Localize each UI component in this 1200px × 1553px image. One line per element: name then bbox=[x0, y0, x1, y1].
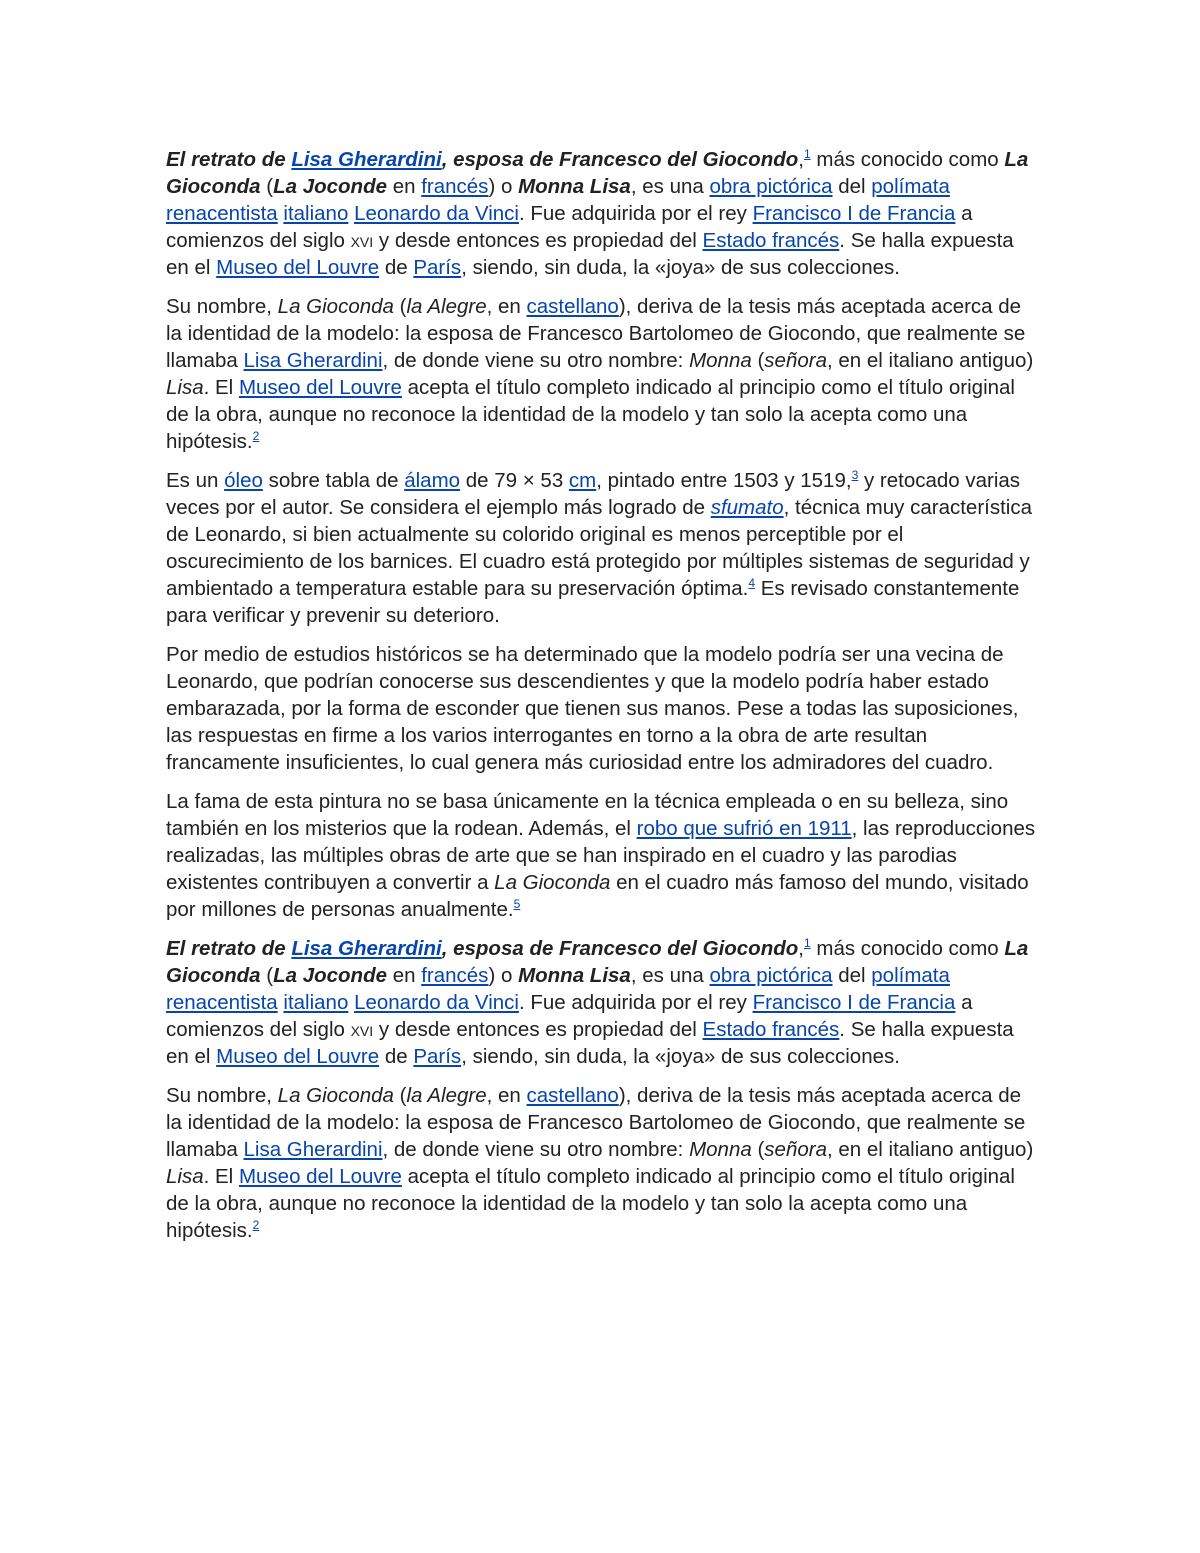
text-run: , siendo, sin duda, la «joya» de sus colecciones. bbox=[461, 1045, 900, 1068]
article-link[interactable]: Museo del Louvre bbox=[216, 256, 380, 279]
article-link[interactable]: óleo bbox=[224, 469, 263, 492]
text-run: xvi bbox=[350, 1018, 374, 1041]
article-link[interactable]: italiano bbox=[283, 202, 349, 225]
article-link[interactable]: francés bbox=[421, 964, 489, 987]
text-run: la Alegre bbox=[406, 1084, 487, 1107]
footnote-link[interactable]: 1 bbox=[803, 936, 811, 951]
paragraph bbox=[166, 1082, 1036, 1244]
paragraph bbox=[166, 788, 1036, 923]
text-run: Es un bbox=[166, 469, 225, 492]
text-run: La Gioconda bbox=[277, 1084, 394, 1107]
article-link[interactable]: París bbox=[413, 1045, 462, 1068]
document-page bbox=[166, 146, 1036, 1256]
text-run: , en el italiano antiguo) bbox=[826, 349, 1034, 372]
text-run: , es una bbox=[630, 964, 710, 987]
article-link[interactable]: obra pictórica bbox=[709, 964, 833, 987]
text-run: Su nombre, bbox=[166, 295, 278, 318]
footnote-ref[interactable] bbox=[253, 1218, 260, 1232]
text-run: y desde entonces es propiedad del bbox=[373, 229, 703, 252]
paragraph bbox=[166, 467, 1036, 629]
text-run: , técnica muy característica de Leonardo, si bien actualmente su colorido original es menos perceptible por el oscurecimiento de los barnices. El cuadro está protegido por múltiples sistemas de seguridad y ambientado a temperatura estable para su preservación óptima. bbox=[166, 496, 1032, 600]
footnote-ref[interactable] bbox=[514, 897, 521, 911]
text-run: ( bbox=[751, 1138, 765, 1161]
text-run: en bbox=[387, 964, 422, 987]
article-link[interactable]: Lisa Gherardini bbox=[243, 1138, 383, 1161]
text-run: , pintado entre 1503 y 1519, bbox=[596, 469, 852, 492]
article-link[interactable]: Lisa Gherardini bbox=[243, 349, 383, 372]
text-run: La Gioconda bbox=[166, 937, 1029, 987]
paragraph bbox=[166, 146, 1036, 281]
footnote-link[interactable]: 2 bbox=[252, 1218, 260, 1233]
footnote-link[interactable]: 5 bbox=[513, 897, 521, 912]
paragraph bbox=[166, 935, 1036, 1070]
footnote-link[interactable]: 1 bbox=[803, 147, 811, 162]
text-run: ( bbox=[393, 295, 407, 318]
text-run: La fama de esta pintura no se basa únicamente en la técnica empleada o en su belleza, sino también en los misterios que la rodean. Además, el bbox=[166, 790, 1009, 840]
text-run: , de donde viene su otro nombre: bbox=[382, 1138, 690, 1161]
text-run: xvi bbox=[350, 229, 374, 252]
article-link[interactable]: Leonardo da Vinci bbox=[354, 202, 519, 225]
text-run: , en bbox=[486, 1084, 527, 1107]
paragraph bbox=[166, 641, 1036, 776]
text-run: señora bbox=[764, 349, 827, 372]
text-run: ( bbox=[260, 964, 274, 987]
text-run: La Joconde bbox=[273, 175, 387, 198]
text-run: Monna bbox=[689, 349, 752, 372]
text-run: , esposa de Francesco del Giocondo bbox=[441, 148, 799, 171]
paragraph bbox=[166, 293, 1036, 455]
text-run: La Gioconda bbox=[494, 871, 611, 894]
text-run: ), deriva de la tesis más aceptada acerca de la identidad de la modelo: la esposa de Francesco Bartolomeo de Giocondo, que realmente se llamaba bbox=[166, 1084, 1026, 1161]
article-link[interactable]: Lisa Gherardini bbox=[291, 937, 442, 960]
footnote-ref[interactable] bbox=[253, 429, 260, 443]
article-link[interactable]: Estado francés bbox=[702, 1018, 840, 1041]
article-link[interactable]: polímata bbox=[871, 964, 950, 987]
text-run: , siendo, sin duda, la «joya» de sus colecciones. bbox=[461, 256, 900, 279]
text-run: ( bbox=[393, 1084, 407, 1107]
text-run: ( bbox=[260, 175, 274, 198]
footnote-link[interactable]: 3 bbox=[851, 468, 859, 483]
text-run: en bbox=[387, 175, 422, 198]
text-run: , de donde viene su otro nombre: bbox=[382, 349, 690, 372]
text-run: más conocido como bbox=[810, 148, 1005, 171]
article-link[interactable]: obra pictórica bbox=[709, 175, 833, 198]
article-link[interactable]: polímata bbox=[871, 175, 950, 198]
text-run: , bbox=[798, 148, 804, 171]
text-run: La Joconde bbox=[273, 964, 387, 987]
text-run: acepta el título completo indicado al principio como el título original de la obra, aunque no reconoce la identidad de la modelo y tan solo la acepta como una hipótesis. bbox=[166, 376, 1015, 453]
text-run: a comienzos del siglo bbox=[166, 991, 973, 1041]
text-run: señora bbox=[764, 1138, 827, 1161]
text-run: de bbox=[379, 1045, 414, 1068]
article-link[interactable]: Museo del Louvre bbox=[238, 1165, 402, 1188]
text-run: Lisa bbox=[166, 1165, 204, 1188]
text-run: El retrato de bbox=[166, 148, 292, 171]
text-run: , en bbox=[486, 295, 527, 318]
article-link[interactable]: álamo bbox=[404, 469, 461, 492]
text-run: del bbox=[832, 175, 872, 198]
text-run: sobre tabla de bbox=[262, 469, 405, 492]
text-run: Lisa bbox=[166, 376, 204, 399]
text-run: a comienzos del siglo bbox=[166, 202, 973, 252]
text-run: Por medio de estudios históricos se ha determinado que la modelo podría ser una vecina de Leonardo, que podrían conocerse sus descendientes y que la modelo podría haber estado embarazada, por la forma de esconder que tienen sus manos. Pese a todas las suposiciones, las respuestas en firme a los varios interrogantes en torno a la obra de arte resultan francamente insuficientes, lo cual genera más curiosidad entre los admiradores del cuadro. bbox=[166, 643, 1019, 774]
text-run: , las reproducciones realizadas, las múltiples obras de arte que se han inspirado en el cuadro y las parodias existentes contribuyen a convertir a bbox=[166, 817, 1036, 894]
text-run: del bbox=[832, 964, 872, 987]
text-run: . Se halla expuesta en el bbox=[166, 1018, 1014, 1068]
text-run: y retocado varias veces por el autor. Se considera el ejemplo más logrado de bbox=[166, 469, 1021, 519]
text-run: Monna Lisa bbox=[518, 964, 631, 987]
footnote-ref[interactable] bbox=[804, 147, 811, 161]
article-link[interactable]: París bbox=[413, 256, 462, 279]
article-link[interactable]: Lisa Gherardini bbox=[291, 148, 442, 171]
text-run: . El bbox=[203, 1165, 239, 1188]
text-run: La Gioconda bbox=[277, 295, 394, 318]
text-run: más conocido como bbox=[810, 937, 1005, 960]
text-run: ) o bbox=[488, 964, 519, 987]
text-run: . El bbox=[203, 376, 239, 399]
text-run: , en el italiano antiguo) bbox=[826, 1138, 1034, 1161]
text-run: ( bbox=[751, 349, 765, 372]
footnote-ref[interactable] bbox=[804, 936, 811, 950]
text-run: ), deriva de la tesis más aceptada acerca de la identidad de la modelo: la esposa de Francesco Bartolomeo de Giocondo, que realmente se llamaba bbox=[166, 295, 1026, 372]
footnote-link[interactable]: 4 bbox=[748, 576, 755, 591]
text-run: de 79 × 53 bbox=[460, 469, 569, 492]
article-link[interactable]: italiano bbox=[283, 991, 349, 1014]
footnote-ref[interactable] bbox=[748, 576, 755, 590]
text-run: . Fue adquirida por el rey bbox=[518, 991, 753, 1014]
article-link[interactable]: renacentista bbox=[166, 991, 278, 1014]
article-link[interactable]: Estado francés bbox=[702, 229, 840, 252]
text-run: , es una bbox=[630, 175, 710, 198]
text-run: Monna Lisa bbox=[518, 175, 631, 198]
article-link[interactable]: Francisco I de Francia bbox=[752, 991, 956, 1014]
article-link[interactable]: castellano bbox=[526, 1084, 619, 1107]
text-run: , bbox=[798, 937, 804, 960]
text-run: Su nombre, bbox=[166, 1084, 278, 1107]
article-link[interactable]: Francisco I de Francia bbox=[752, 202, 956, 225]
text-run: en el cuadro más famoso del mundo, visitado por millones de personas anualmente. bbox=[166, 871, 1029, 921]
text-run: , esposa de Francesco del Giocondo bbox=[441, 937, 799, 960]
article-link[interactable]: sfumato bbox=[710, 496, 784, 519]
article-link[interactable]: Leonardo da Vinci bbox=[354, 991, 519, 1014]
text-run: acepta el título completo indicado al principio como el título original de la obra, aunque no reconoce la identidad de la modelo y tan solo la acepta como una hipótesis. bbox=[166, 1165, 1015, 1242]
text-run: la Alegre bbox=[406, 295, 487, 318]
text-run: La Gioconda bbox=[166, 148, 1029, 198]
article-link[interactable]: Museo del Louvre bbox=[216, 1045, 380, 1068]
article-link[interactable]: francés bbox=[421, 175, 489, 198]
text-run: Monna bbox=[689, 1138, 752, 1161]
text-run: de bbox=[379, 256, 414, 279]
text-run: . Se halla expuesta en el bbox=[166, 229, 1014, 279]
text-run: . Fue adquirida por el rey bbox=[518, 202, 753, 225]
article-link[interactable]: cm bbox=[568, 469, 597, 492]
text-run: ) o bbox=[488, 175, 519, 198]
article-link[interactable]: renacentista bbox=[166, 202, 278, 225]
footnote-link[interactable]: 2 bbox=[252, 429, 260, 444]
text-run: El retrato de bbox=[166, 937, 292, 960]
article-link[interactable]: Museo del Louvre bbox=[238, 376, 402, 399]
text-run: Es revisado constantemente para verificar y prevenir su deterioro. bbox=[166, 577, 1020, 627]
article-link[interactable]: robo que sufrió en 1911 bbox=[636, 817, 852, 840]
article-link[interactable]: castellano bbox=[526, 295, 619, 318]
text-run: y desde entonces es propiedad del bbox=[373, 1018, 703, 1041]
